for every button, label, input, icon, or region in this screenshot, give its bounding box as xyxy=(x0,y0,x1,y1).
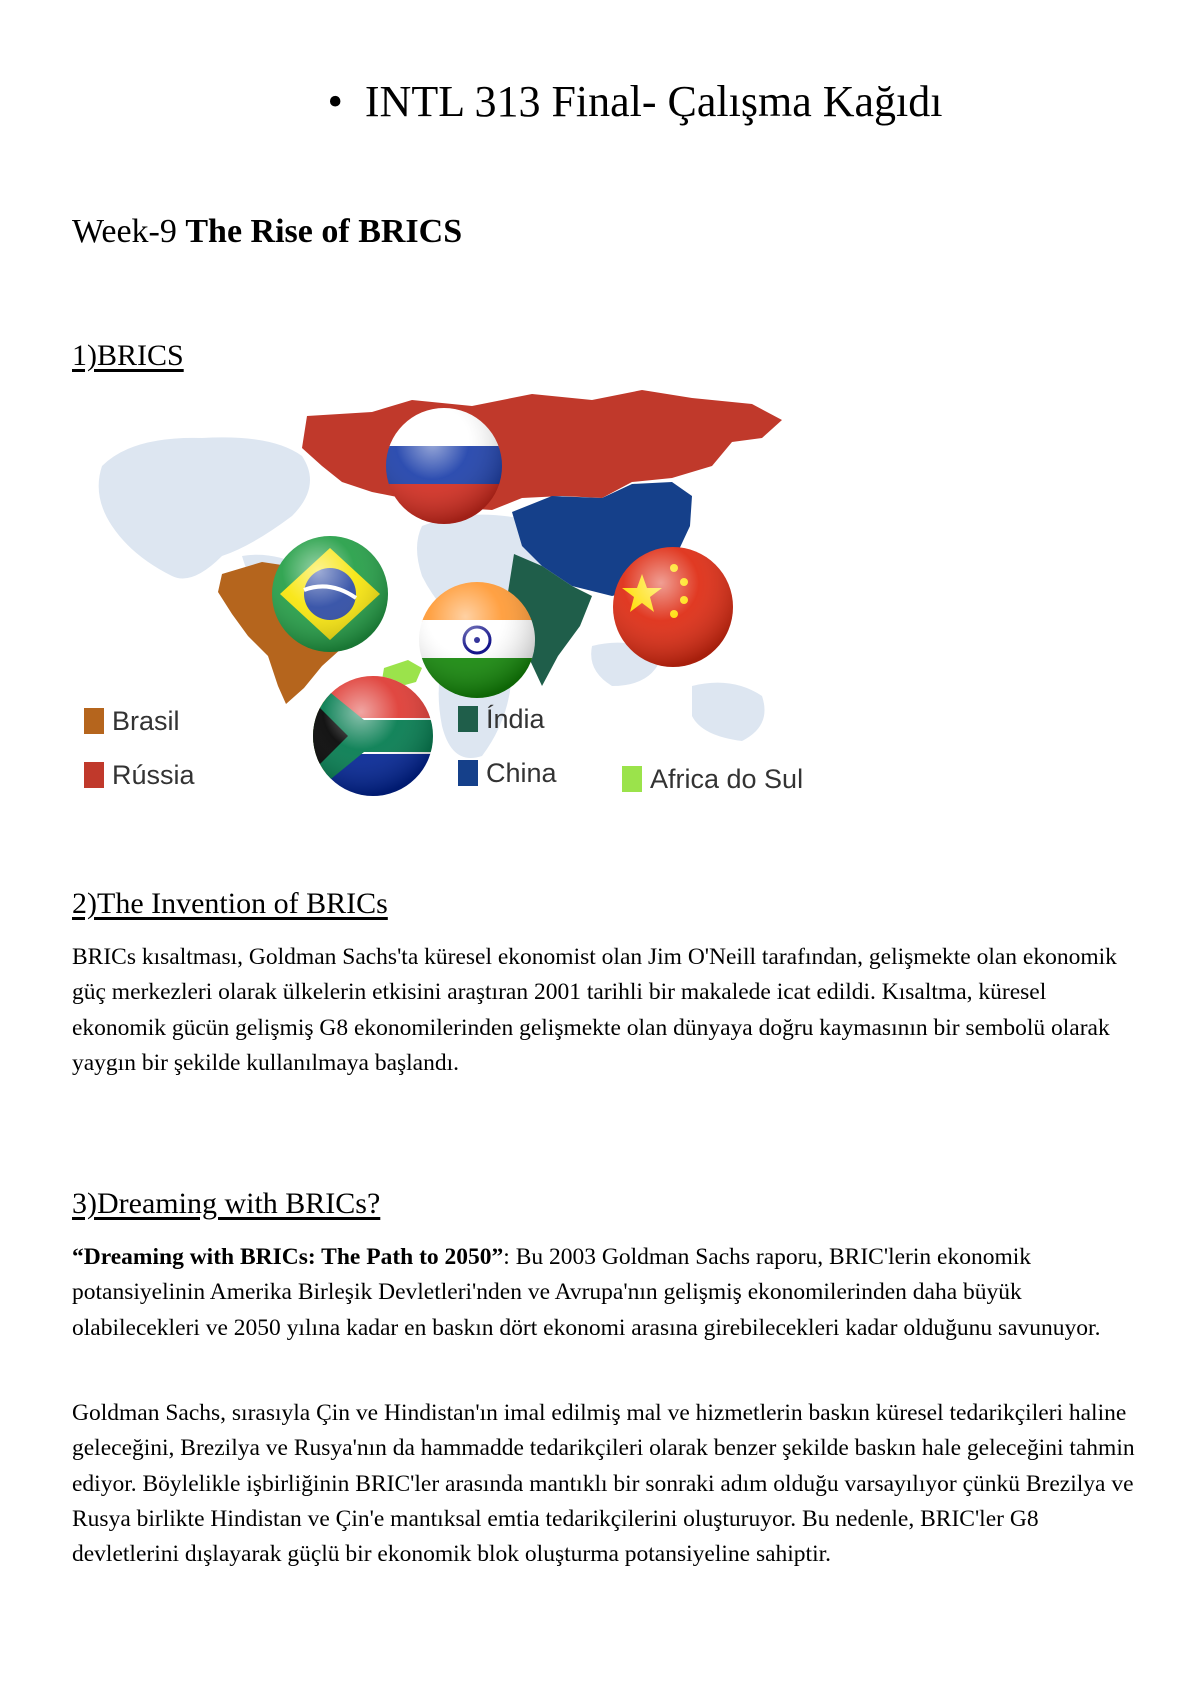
section-heading-brics: 1)BRICS xyxy=(72,339,184,372)
legend-label-brasil: Brasil xyxy=(112,706,180,736)
legend-swatch-brasil xyxy=(84,708,104,734)
week-heading xyxy=(72,210,462,254)
legend-swatch-india xyxy=(458,706,478,732)
legend-swatch-africa-do-sul xyxy=(622,766,642,792)
brics-map-figure xyxy=(72,386,812,816)
dreaming-paragraph-1 xyxy=(72,1240,1142,1346)
legend-swatch-russia xyxy=(84,762,104,788)
dreaming-paragraph-1-text: : Bu 2003 Goldman Sachs raporu, BRIC'lerin ekonomik potansiyelinin Amerika Birleşik Devletleri'nden ve Avrupa'nın gelişmiş ekonomilerinden daha büyük olabilecekleri ve 2050 yılına kadar en baskın dört ekonomi arasına girebilecekleri kadar olduğunu savunuyor. xyxy=(72,1244,1101,1341)
legend-swatch-china xyxy=(458,760,478,786)
document-title xyxy=(0,74,1200,130)
report-title: “Dreaming with BRICs: The Path to 2050” xyxy=(72,1244,504,1270)
title-bullet: • xyxy=(327,77,343,126)
dreaming-paragraph-2: Goldman Sachs, sırasıyla Çin ve Hindistan'ın imal edilmiş mal ve hizmetlerin baskın küresel tedarikçileri haline geleceğini, Brezilya ve Rusya'nın da hammadde tedarikçileri olarak benzer şekilde baskın hale geleceğini tahmin ediyor. Böylelikle işbirliğinin BRIC'ler arasında mantıklı bir sonraki adım olduğu varsayılıyor çünkü Brezilya ve Rusya birlikte Hindistan ve Çin'e mantıksal emtia tedarikçilerini oluşturuyor. Bu nedenle, BRIC'ler G8 devletlerini dışlayarak güçlü bir ekonomik blok oluşturma potansiyeline sahiptir. xyxy=(72,1400,1135,1568)
legend-label-russia: Rússia xyxy=(112,760,195,790)
legend-label-china: China xyxy=(486,758,557,788)
section-heading-invention: 2)The Invention of BRICs xyxy=(72,887,388,920)
invention-paragraph: BRICs kısaltması, Goldman Sachs'ta küresel ekonomist olan Jim O'Neill tarafından, gelişmekte olan ekonomik güç merkezleri olarak ülkelerin etkisini araştıran 2001 tarihli bir makalede icat edildi. Kısaltma, küresel ekonomik gücün gelişmiş G8 ekonomilerinden gelişmekte olan dünyaya doğru kaymasının bir sembolü olarak yaygın bir şekilde kullanılmaya başlandı. xyxy=(72,944,1117,1076)
legend-label-india: Índia xyxy=(486,704,545,734)
section-heading-dreaming: 3)Dreaming with BRICs? xyxy=(72,1187,381,1220)
week-title: The Rise of BRICS xyxy=(185,213,463,250)
south-africa-flag-icon xyxy=(310,674,436,800)
brics-map xyxy=(72,386,812,816)
russia-region xyxy=(302,390,782,510)
week-prefix: Week-9 xyxy=(72,213,177,250)
legend-label-africa-do-sul: Africa do Sul xyxy=(650,764,804,794)
title-text: INTL 313 Final- Çalışma Kağıdı xyxy=(364,77,943,126)
